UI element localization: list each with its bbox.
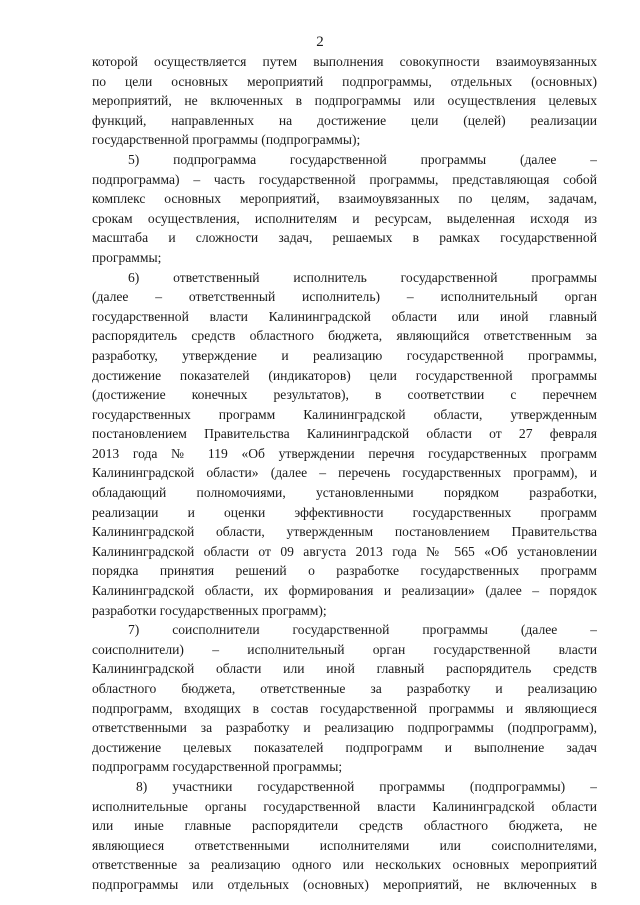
text-line: ответственными за разработку и реализацию подпрограммы (подпрограмм), xyxy=(92,720,597,736)
text-line: Калининградской области, утвержденным постановлением Правительства xyxy=(92,524,597,540)
text-line: реализации и оценки эффективности государственных программ xyxy=(92,504,597,520)
text-line: распорядитель средств областного бюджета, являющийся ответственным за xyxy=(92,328,597,344)
text-line: или иные главные распорядители средств областного бюджета, не xyxy=(92,818,597,834)
text-line: подпрограмм государственной программы; xyxy=(92,759,343,775)
text-line: 7) соисполнители государственной программы (далее – xyxy=(128,622,597,638)
text-line: масштаба и сложности задач, решаемых в рамках государственной xyxy=(92,230,597,246)
text-line: постановлением Правительства Калининградской области от 27 февраля xyxy=(92,426,597,442)
document-body xyxy=(92,52,597,895)
text-line: Калининградской области» (далее – перечень государственных программ), и xyxy=(92,465,597,481)
text-line: которой осуществляется путем выполнения совокупности взаимоувязанных xyxy=(92,54,597,69)
text-line: порядка принятия решений о разработке государственных программ xyxy=(92,563,597,579)
text-line: соисполнители) – исполнительный орган государственной власти xyxy=(92,641,597,657)
text-line: достижение показателей (индикаторов) цели государственной программы xyxy=(92,367,597,383)
text-line: функций, направленных на достижение цели (целей) реализации xyxy=(92,112,597,128)
text-line: обладающий полномочиями, установленными порядком разработки, xyxy=(92,485,597,501)
text-line: разработки государственных программ); xyxy=(92,602,327,618)
text-line: ответственные за реализацию одного или нескольких основных мероприятий xyxy=(92,857,597,873)
text-line: областного бюджета, ответственные за разработку и реализацию xyxy=(92,681,597,696)
text-line: программы; xyxy=(92,249,162,265)
text-line: подпрограмма) – часть государственной программы, представляющая собой xyxy=(92,171,597,187)
text-line: разработку, утверждение и реализацию государственной программы, xyxy=(92,347,597,363)
text-line: Калининградской области от 09 августа 2013 года № 565 «Об установлении xyxy=(92,543,597,559)
page-number: 2 xyxy=(316,34,324,50)
text-line: 5) подпрограмма государственной программы (далее – xyxy=(128,151,597,167)
text-line: Калининградской области или иной главный распорядитель средств xyxy=(92,661,597,677)
text-line: достижение целевых показателей подпрограмм и выполнение задач xyxy=(92,739,597,755)
text-line: подпрограмм, входящих в состав государственной программы и являющиеся xyxy=(92,700,597,716)
text-line: (достижение конечных результатов), в соответствии с перечнем xyxy=(92,387,597,403)
text-line: государственной программы (подпрограммы); xyxy=(92,132,361,148)
text-line: по цели основных мероприятий подпрограммы, отдельных (основных) xyxy=(92,73,597,89)
text-line: комплекс основных мероприятий, взаимоувязанных по целям, задачам, xyxy=(92,191,597,207)
text-line: подпрограммы или отдельных (основных) мероприятий, не включенных в xyxy=(92,876,597,892)
text-line: исполнительные органы государственной власти Калининградской области xyxy=(92,798,597,814)
text-line: 2013 года № 119 «Об утверждении перечня государственных программ xyxy=(92,445,597,461)
text-line: являющиеся ответственными исполнителями или соисполнителями, xyxy=(92,837,597,853)
text-line: государственной власти Калининградской области или иной главный xyxy=(92,308,597,324)
text-line: Калининградской области, их формирования и реализации» (далее – порядок xyxy=(92,583,597,599)
text-line: (далее – ответственный исполнитель) – исполнительный орган xyxy=(92,289,597,305)
text-line: срокам осуществления, исполнителям и ресурсам, выделенная исходя из xyxy=(92,210,597,226)
text-line: государственных программ Калининградской области, утвержденным xyxy=(92,406,597,422)
text-line: 8) участники государственной программы (подпрограммы) – xyxy=(136,778,597,794)
text-line: мероприятий, не включенных в подпрограммы или осуществления целевых xyxy=(92,93,597,109)
text-line: 6) ответственный исполнитель государственной программы xyxy=(128,269,597,285)
